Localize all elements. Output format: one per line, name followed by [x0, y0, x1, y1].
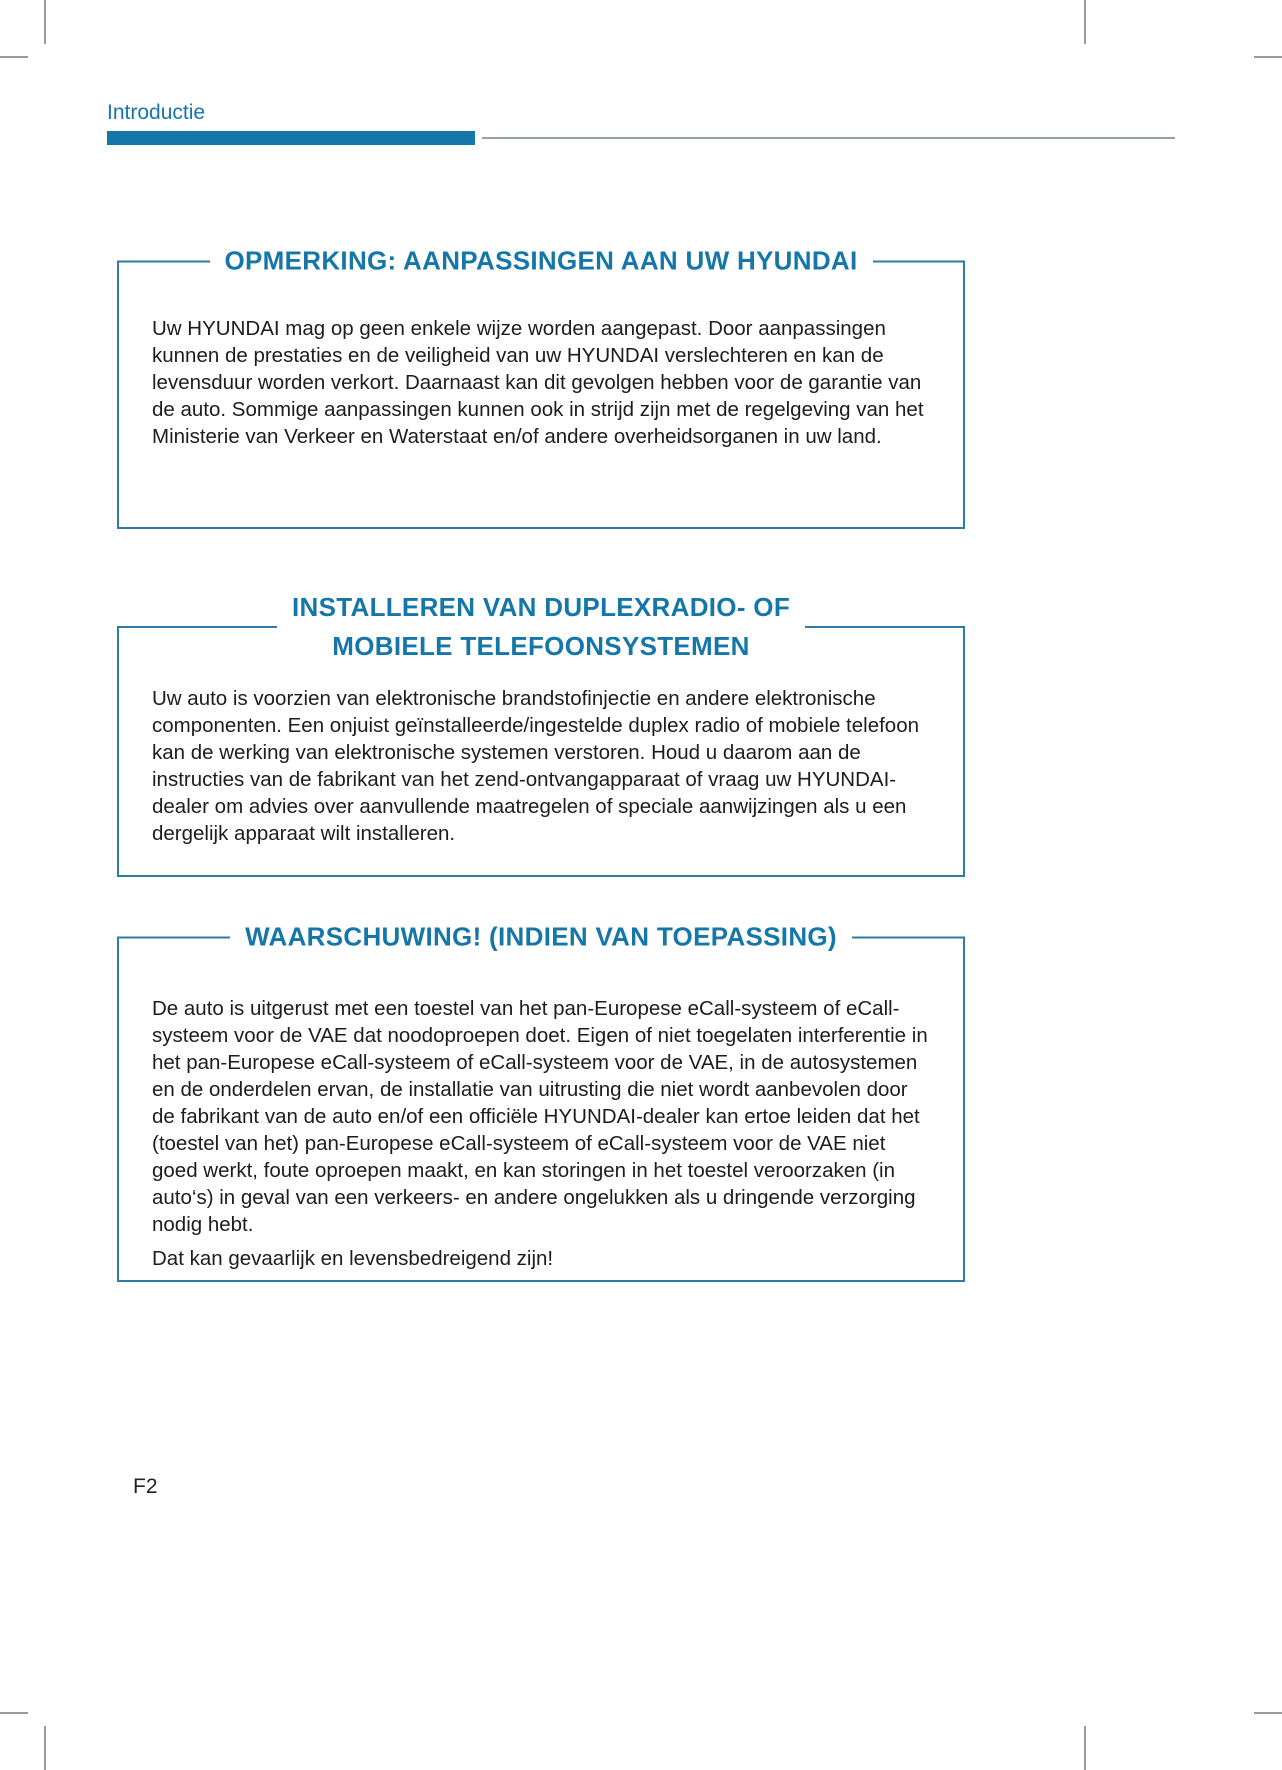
crop-mark-bottom-left-vertical [44, 1726, 46, 1770]
title-border-left [117, 936, 230, 938]
page-title: Introductie [107, 101, 206, 124]
title-line: INSTALLEREN VAN DUPLEXRADIO- OF [292, 592, 791, 622]
crop-mark-top-right-horizontal [1254, 56, 1282, 58]
section-opmerking-body [119, 261, 963, 450]
paragraph: De auto is uitgerust met een toestel van het pan-Europese eCall-systeem of eCall-systeem voor de VAE dat noodoproepen doet. Eigen of niet toegelaten interferentie in het pan-Europese eCall-systeem of eCall-systeem voor de VAE, in de autosystemen en de onderdelen ervan, de installatie van uitrusting die niet wordt aanbevolen door de fabrikant van de auto en/of een officiële HYUNDAI-dealer kan ertoe leiden dat het (toestel van het) pan-Europese eCall-systeem of eCall-systeem voor de VAE niet goed werkt, foute oproepen maakt, en kan storingen in het toestel veroorzaken (in auto‘s) in geval van een verkeers- en andere ongelukken als u dringende verzorging nodig hebt. [152, 997, 928, 1236]
header-rule-thin-line [482, 137, 1175, 139]
section-opmerking-title [210, 242, 873, 281]
title-border-left [117, 260, 210, 262]
title-border-left [117, 626, 277, 628]
title-line: WAARSCHUWING! (INDIEN VAN TOEPASSING) [245, 921, 837, 952]
section-waarschuwing-title-row [117, 918, 965, 957]
page-number: F2 [133, 1475, 158, 1498]
title-line: OPMERKING: AANPASSINGEN AAN UW HYUNDAI [224, 245, 858, 276]
header-rule [107, 131, 1175, 145]
title-line: MOBIELE TELEFOONSYSTEMEN [332, 631, 750, 661]
section-waarschuwing-body [119, 937, 963, 1272]
crop-mark-top-right-vertical [1084, 0, 1086, 44]
section-opmerking-aanpassingen [117, 245, 965, 529]
section-installeren-duplexradio [117, 592, 965, 877]
crop-mark-top-left-horizontal [0, 56, 28, 58]
section-waarschuwing-title [230, 918, 852, 957]
paragraph: Uw auto is voorzien van elektronische brandstofinjectie en andere elektronische componenten. Een onjuist geïnstalleerde/ingestelde duplex radio of mobiele telefoon kan de werking van elektronische systemen verstoren. Houd u daarom aan de instructies van de fabrikant van het zend-ontvangapparaat of vraag uw HYUNDAI-dealer om advies over aanvullende maatregelen of speciale aanwijzingen als u een dergelijk apparaat wilt installeren. [152, 687, 919, 845]
crop-mark-bottom-right-horizontal [1254, 1712, 1282, 1714]
title-border-right [805, 626, 965, 628]
section-opmerking-title-row [117, 242, 965, 281]
page-header [0, 0, 1282, 145]
paragraph: Dat kan gevaarlijk en levensbedreigend zijn! [152, 1247, 554, 1270]
paragraph: Uw HYUNDAI mag op geen enkele wijze worden aangepast. Door aanpassingen kunnen de prestaties en de veiligheid van uw HYUNDAI verslechteren en kan de levensduur worden verkort. Daarnaast kan dit gevolgen hebben voor de garantie van de auto. Sommige aanpassingen kunnen ook in strijd zijn met de regelgeving van het Ministerie van Verkeer en Waterstaat en/of andere overheidsorganen in uw land. [152, 317, 924, 448]
section-installeren-title [277, 588, 805, 666]
title-border-right [852, 936, 965, 938]
section-installeren-title-row [117, 588, 965, 666]
header-rule-thick-bar [107, 131, 475, 145]
title-border-right [873, 260, 966, 262]
crop-mark-bottom-left-horizontal [0, 1712, 28, 1714]
section-waarschuwing [117, 921, 965, 1282]
crop-mark-top-left-vertical [44, 0, 46, 44]
crop-mark-bottom-right-vertical [1084, 1726, 1086, 1770]
